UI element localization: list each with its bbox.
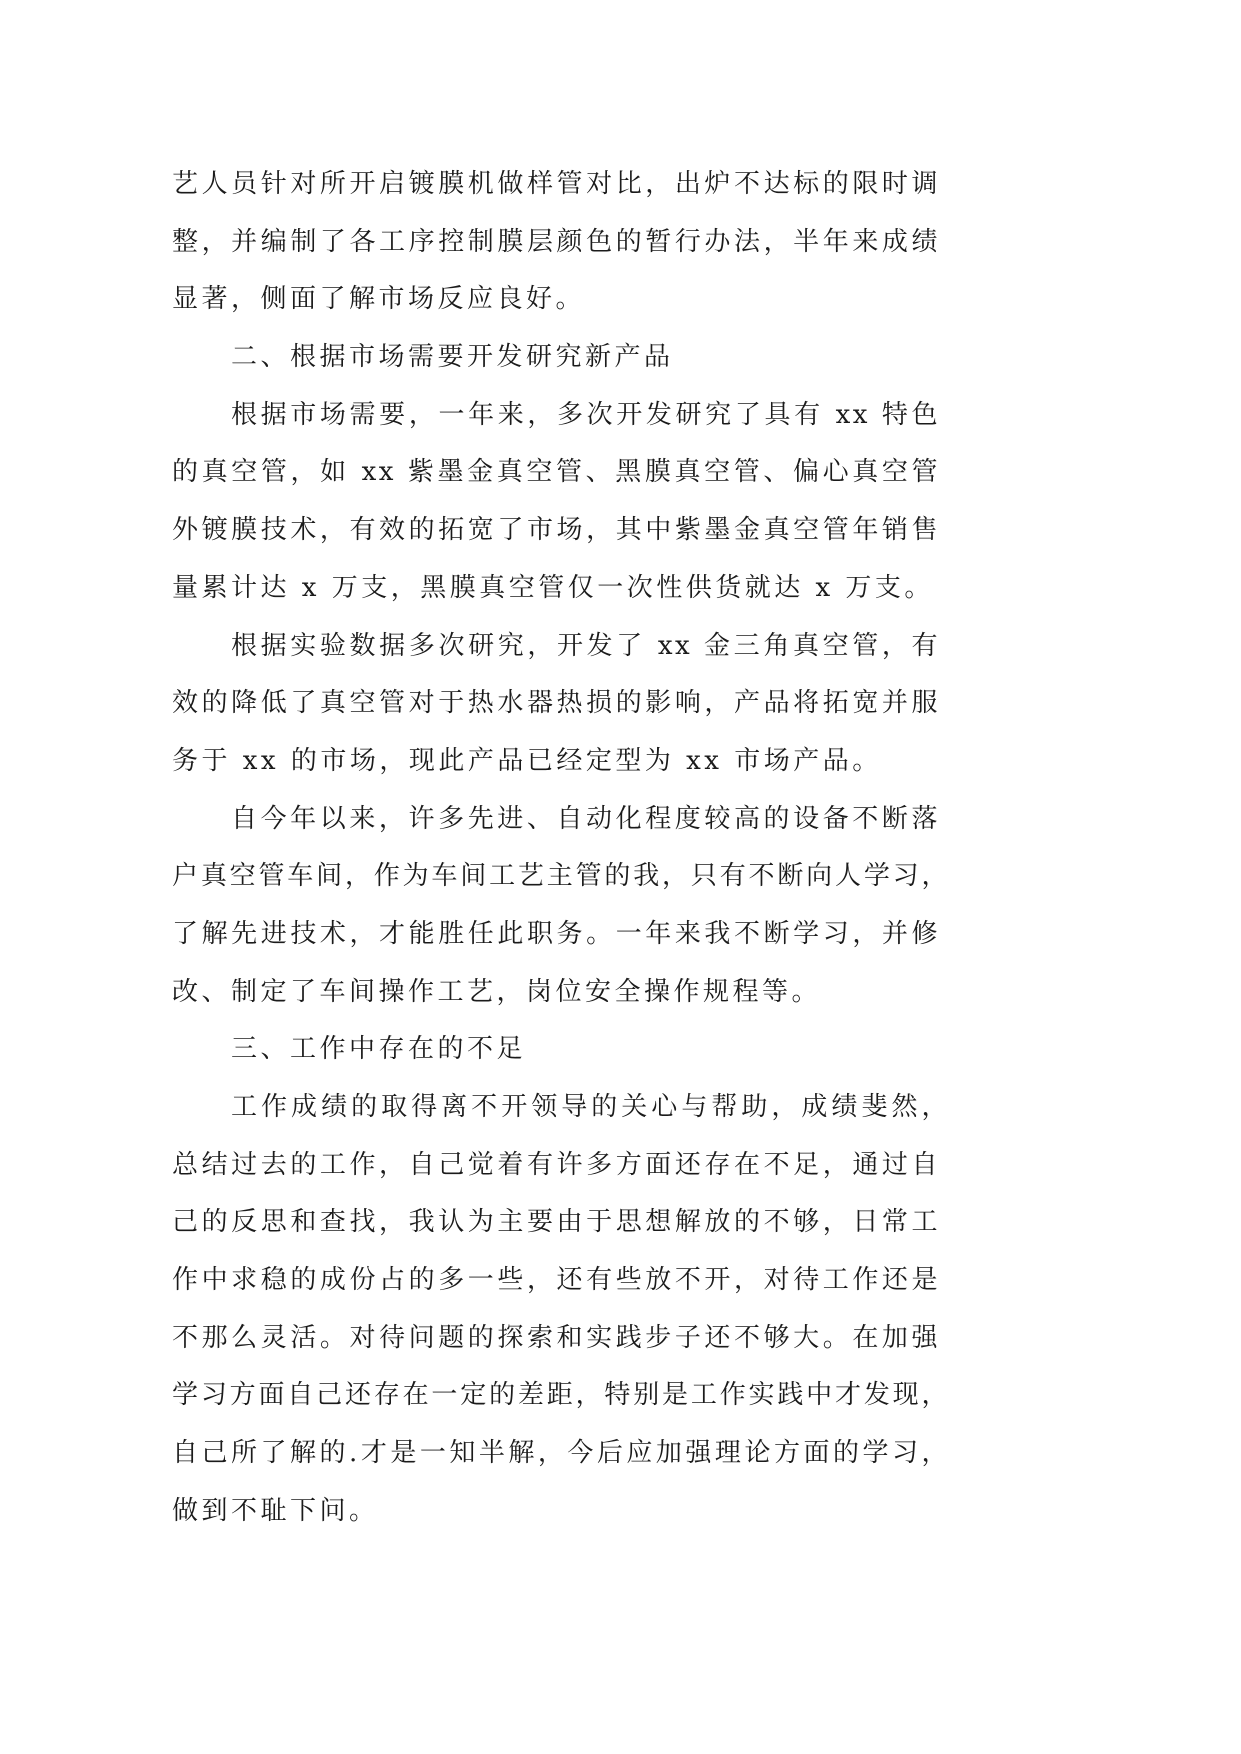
- paragraph-new-products: [172, 387, 950, 618]
- text-line: 己的反思和查找，我认为主要由于思想解放的不够，日常工: [172, 1207, 940, 1238]
- paragraph-shortcomings: [172, 1079, 950, 1541]
- text-line: 工作成绩的取得离不开领导的关心与帮助，成绩斐然，: [231, 1092, 950, 1122]
- text-line: 效的降低了真空管对于热水器热损的影响，产品将拓宽并服: [172, 688, 940, 719]
- text-line: 自今年以来，许多先进、自动化程度较高的设备不断落: [231, 803, 940, 834]
- text-line: 户真空管车间，作为车间工艺主管的我，只有不断向人学习，: [172, 861, 950, 892]
- text-line: 显著，侧面了解市场反应良好。: [172, 284, 586, 315]
- section-heading-2: [172, 329, 950, 387]
- section-heading-3: [172, 1021, 950, 1079]
- text-line: 整，并编制了各工序控制膜层颜色的暂行办法，半年来成绩: [172, 226, 940, 257]
- paragraph-golden-triangle: [172, 618, 950, 791]
- text-line: 作中求稳的成份占的多一些，还有些放不开，对待工作还是: [172, 1265, 940, 1296]
- text-line: 做到不耻下问。: [172, 1495, 379, 1526]
- text-line: 外镀膜技术，有效的拓宽了市场，其中紫墨金真空管年销售: [172, 515, 940, 546]
- text-line: 量累计达 x 万支，黑膜真空管仅一次性供货就达 x 万支。: [172, 572, 934, 603]
- heading-line: 二、根据市场需要开发研究新产品: [231, 342, 674, 373]
- paragraph-process-continuation: [172, 156, 950, 329]
- text-line: 学习方面自己还存在一定的差距，特别是工作实践中才发现，: [172, 1380, 950, 1411]
- paragraph-learning: [172, 791, 950, 1022]
- text-line: 的真空管，如 xx 紫墨金真空管、黑膜真空管、偏心真空管: [172, 457, 940, 488]
- text-line: 了解先进技术，才能胜任此职务。一年来我不断学习，并修: [172, 918, 940, 949]
- document-body: [172, 156, 950, 1541]
- heading-line: 三、工作中存在的不足: [231, 1034, 527, 1065]
- text-line: 根据实验数据多次研究，开发了 xx 金三角真空管，有: [231, 630, 940, 661]
- text-line: 自己所了解的.才是一知半解，今后应加强理论方面的学习，: [172, 1438, 950, 1469]
- text-line: 改、制定了车间操作工艺，岗位安全操作规程等。: [172, 976, 822, 1007]
- text-line: 不那么灵活。对待问题的探索和实践步子还不够大。在加强: [172, 1322, 940, 1353]
- text-line: 总结过去的工作，自己觉着有许多方面还存在不足，通过自: [172, 1149, 940, 1180]
- text-line: 根据市场需要，一年来，多次开发研究了具有 xx 特色: [231, 399, 940, 430]
- text-line: 艺人员针对所开启镀膜机做样管对比，出炉不达标的限时调: [172, 169, 940, 199]
- text-line: 务于 xx 的市场，现此产品已经定型为 xx 市场产品。: [172, 745, 882, 776]
